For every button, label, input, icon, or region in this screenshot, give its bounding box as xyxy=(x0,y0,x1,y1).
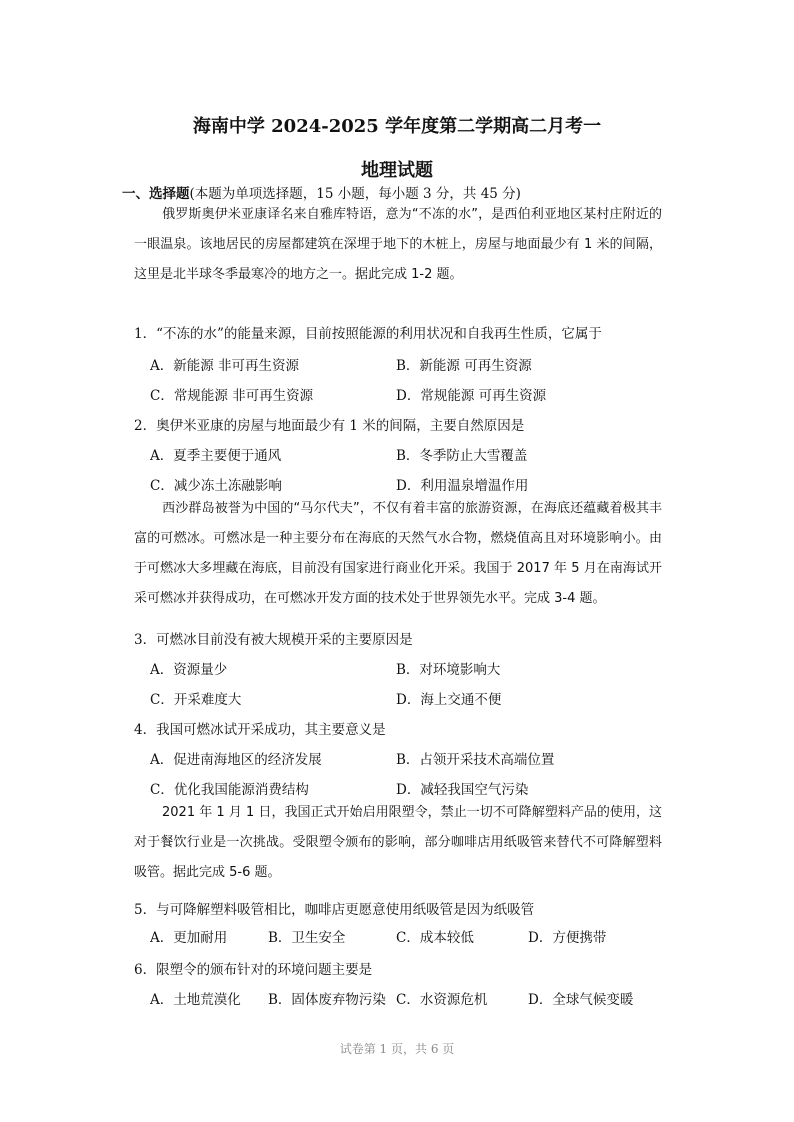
question-3-option-b: B．对环境影响大 xyxy=(396,662,501,678)
question-6-stem: 6．限塑令的颁布针对的环境问题主要是 xyxy=(134,962,373,978)
passage-3-text: 2021 年 1 月 1 日，我国正式开始启用限塑令，禁止一切不可降解塑料产品的使用，这对于餐饮行业是一次挑战。受限塑令颁布的影响，部分咖啡店用纸吸管来替代不可降解塑料吸管。据此完成 5-6 题。 xyxy=(134,805,662,880)
passage-1 xyxy=(134,200,662,290)
question-5-option-a: A．更加耐用 xyxy=(150,930,228,946)
question-2-option-a: A．夏季主要便于通风 xyxy=(150,448,282,464)
question-6-option-b: B．固体废弃物污染 xyxy=(268,992,386,1008)
question-1-stem: 1．“不冻的水”的能量来源，目前按照能源的利用状况和自我再生性质，它属于 xyxy=(134,326,602,342)
section-note: (本题为单项选择题，15 小题，每小题 3 分，共 45 分) xyxy=(189,186,521,202)
question-3-option-c: C．开采难度大 xyxy=(150,692,242,708)
question-1-option-b: B．新能源 可再生资源 xyxy=(396,358,532,374)
page-footer: 试卷第 1 页，共 6 页 xyxy=(339,1042,455,1056)
question-3-option-a: A．资源量少 xyxy=(150,662,228,678)
question-2-option-d: D．利用温泉增温作用 xyxy=(396,478,529,494)
question-6-option-c: C．水资源危机 xyxy=(396,992,488,1008)
question-1-option-c: C．常规能源 非可再生资源 xyxy=(150,388,314,404)
section-heading xyxy=(122,182,521,202)
question-6-option-d: D．全球气候变暖 xyxy=(528,992,634,1008)
passage-2 xyxy=(134,494,662,614)
question-3-stem: 3．可燃冰目前没有被大规模开采的主要原因是 xyxy=(134,632,413,648)
section-label: 一、选择题 xyxy=(122,186,190,202)
question-4-option-d: D．减轻我国空气污染 xyxy=(396,782,529,798)
question-2-stem: 2．奥伊米亚康的房屋与地面最少有 1 米的间隔，主要自然原因是 xyxy=(134,418,525,434)
question-5-option-c: C．成本较低 xyxy=(396,930,474,946)
question-5-stem: 5．与可降解塑料吸管相比，咖啡店更愿意使用纸吸管是因为纸吸管 xyxy=(134,902,535,918)
question-5-option-b: B．卫生安全 xyxy=(268,930,346,946)
question-5-option-d: D．方便携带 xyxy=(528,930,607,946)
question-4-option-b: B．占领开采技术高端位置 xyxy=(396,752,555,768)
question-6-option-a: A．土地荒漠化 xyxy=(150,992,241,1008)
question-4-option-c: C．优化我国能源消费结构 xyxy=(150,782,309,798)
question-1-option-d: D．常规能源 可再生资源 xyxy=(396,388,547,404)
question-1-option-a: A．新能源 非可再生资源 xyxy=(150,358,300,374)
question-4-option-a: A．促进南海地区的经济发展 xyxy=(150,752,322,768)
question-3-option-d: D．海上交通不便 xyxy=(396,692,502,708)
question-2-option-b: B．冬季防止大雪覆盖 xyxy=(396,448,528,464)
passage-2-text: 西沙群岛被誉为中国的“马尔代夫”，不仅有着丰富的旅游资源，在海底还蕴藏着极其丰富的可燃冰。可燃冰是一种主要分布在海底的天然气水合物，燃烧值高且对环境影响小。由于可燃冰大多埋藏在海底，目前没有国家进行商业化开采。我国于 2017 年 5 月在南海试开采可燃冰并获得成功，在可燃冰开发方面的技术处于世界领先水平。完成 3-4 题。 xyxy=(134,501,662,606)
exam-title: 海南中学 2024-2025 学年度第二学期高二月考一 xyxy=(192,116,602,137)
passage-1-text: 俄罗斯奥伊米亚康译名来自雅库特语，意为“不冻的水”，是西伯利亚地区某村庄附近的一眼温泉。该地居民的房屋都建筑在深埋于地下的木桩上，房屋与地面最少有 1 米的间隔，这里是北半球冬季最寒冷的地方之一。据此完成 1-2 题。 xyxy=(134,207,662,282)
exam-subtitle: 地理试题 xyxy=(361,160,433,181)
question-2-option-c: C．减少冻土冻融影响 xyxy=(150,478,282,494)
passage-3 xyxy=(134,798,662,888)
question-4-stem: 4．我国可燃冰试开采成功，其主要意义是 xyxy=(134,722,386,738)
